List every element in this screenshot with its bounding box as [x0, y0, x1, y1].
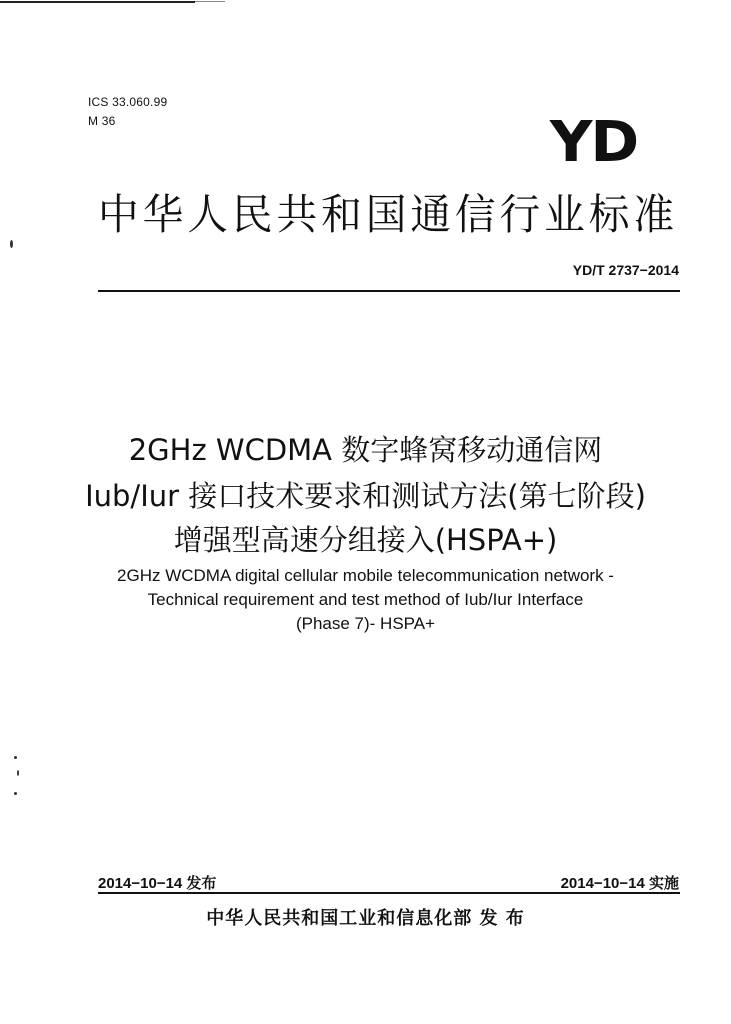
title-cn-line-3: 增强型高速分组接入(HSPA+): [173, 523, 558, 557]
issuing-authority: 中华人民共和国工业和信息化部 发 布: [206, 908, 525, 929]
title-en-line-2: Technical requirement and test method of Iub/Iur Interface: [147, 590, 584, 609]
yd-logo: YD: [549, 110, 638, 175]
top-edge-line-thin: [195, 1, 225, 2]
title-en-line-1: 2GHz WCDMA digital cellular mobile telecommunication network -: [117, 566, 614, 585]
standard-category-title: 中华人民共和国通信行业标准: [98, 190, 679, 239]
scan-speck: [10, 240, 13, 248]
title-cn-line-2: Iub/Iur 接口技术要求和测试方法(第七阶段): [85, 479, 646, 513]
top-edge-line: [0, 1, 195, 3]
ics-code: ICS 33.060.99: [88, 95, 168, 109]
implement-date: 2014−10−14 实施: [560, 875, 679, 892]
ccs-code: M 36: [88, 114, 116, 128]
issue-date: 2014−10−14 发布: [98, 875, 217, 892]
title-cn-line-1: 2GHz WCDMA 数字蜂窝移动通信网: [128, 433, 603, 467]
scan-speck: [14, 792, 17, 795]
scan-speck: [14, 756, 17, 759]
scan-speck: [17, 770, 19, 776]
title-en-line-3: (Phase 7)- HSPA+: [295, 614, 436, 633]
footer-divider: [98, 892, 680, 894]
header-divider: [98, 290, 680, 292]
standard-number: YD/T 2737−2014: [572, 262, 679, 278]
